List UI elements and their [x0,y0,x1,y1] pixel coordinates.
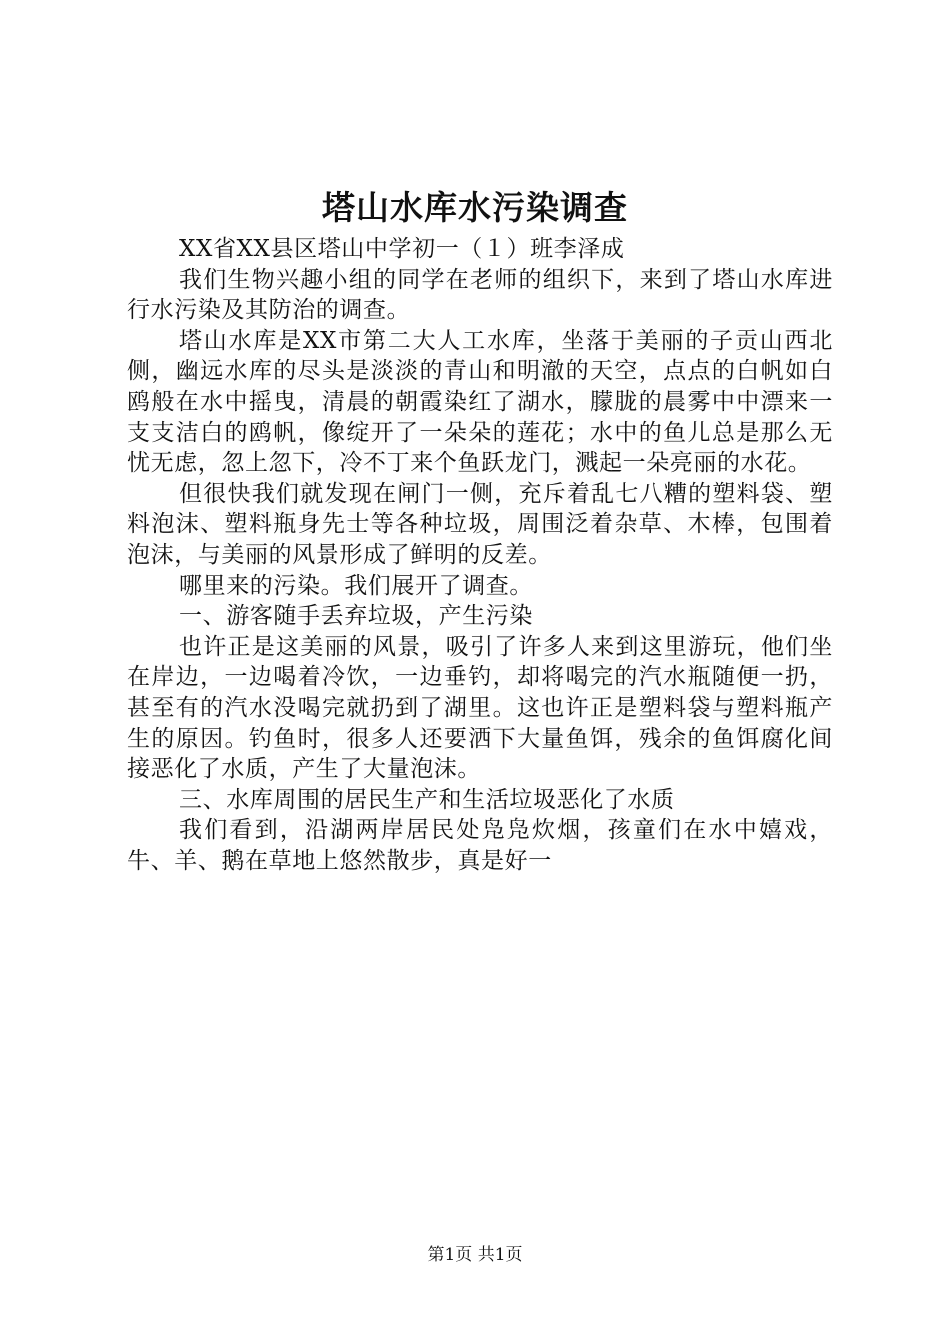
paragraph-residents: 我们看到，沿湖两岸居民处凫凫炊烟，孩童们在水中嬉戏，牛、羊、鹅在草地上悠然散步，真是好一 [127,817,833,874]
paragraph-question: 哪里来的污染。我们展开了调查。 [179,572,533,599]
section-heading-3: 三、水库周围的居民生产和生活垃圾恶化了水质 [179,786,675,813]
paragraph-tourists: 也许正是这美丽的风景，吸引了许多人来到这里游玩，他们坐在岸边，一边喝着冷饮，一边垂钓，却将喝完的汽水瓶随便一扔，甚至有的汽水没喝完就扔到了湖里。这也许正是塑料袋与塑料瓶产生的原因。钓鱼时，很多人还要洒下大量鱼饵，残余的鱼饵腐化间接恶化了水质，产生了大量泡沫。 [127,633,833,783]
paragraph-scenery: 塔山水库是XX市第二大人工水库，坐落于美丽的子贡山西北侧，幽远水库的尽头是淡淡的青山和明澈的天空，点点的白帆如白鸥般在水中摇曳，清晨的朝霞染红了湖水，朦胧的晨雾中中漂来一支支洁白的鸥帆，像绽开了一朵朵的莲花；水中的鱼儿总是那么无忧无虑，忽上忽下，冷不丁来个鱼跃龙门，溅起一朵亮丽的水花。 [127,327,833,477]
document-title: 塔山水库水污染调查 [322,188,628,227]
section-heading-1: 一、游客随手丢弃垃圾，产生污染 [179,603,533,630]
document-body [127,234,833,876]
paragraph-intro: 我们生物兴趣小组的同学在老师的组织下，来到了塔山水库进行水污染及其防治的调查。 [127,266,833,324]
author-line: XX省XX县区塔山中学初一（１）班李泽成 [179,236,625,262]
page-footer: 第1页 共1页 [427,1245,523,1265]
paragraph-pollution: 但很快我们就发现在闸门一侧，充斥着乱七八糟的塑料袋、塑料泡沫、塑料瓶身先士等各种垃圾，周围泛着杂草、木棒，包围着泡沫，与美丽的风景形成了鲜明的反差。 [127,480,833,568]
